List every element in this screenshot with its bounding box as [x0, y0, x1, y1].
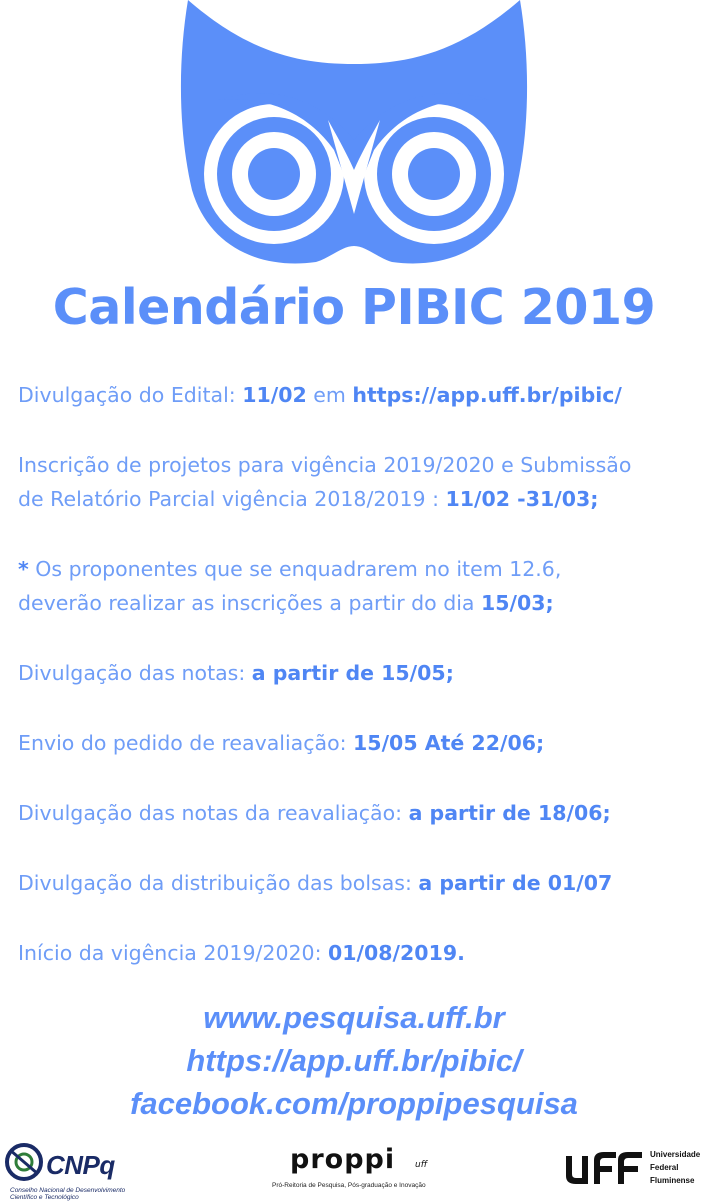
cnpq-emblem-icon	[4, 1142, 46, 1182]
item-connector: em	[306, 383, 353, 407]
list-item	[18, 656, 708, 690]
uff-name: Universidade Federal Fluminense	[650, 1150, 701, 1185]
list-item-continued	[18, 482, 708, 516]
cnpq-description: Conselho Nacional de Desenvolvimento Científico e Tecnológico	[10, 1187, 126, 1201]
item-label: Início da vigência 2019/2020:	[18, 941, 329, 965]
item-label: Divulgação das notas:	[18, 661, 252, 685]
item-date: 01/08/2019.	[328, 941, 465, 965]
list-item	[18, 552, 708, 586]
sponsor-logos	[0, 1130, 708, 1200]
uff-mark-icon	[562, 1146, 646, 1186]
proppi-logo	[268, 1144, 468, 1200]
uff-logo	[562, 1144, 708, 1200]
list-item	[18, 378, 708, 412]
pibic-app-link[interactable]: https://app.uff.br/pibic/	[186, 1043, 522, 1078]
proppi-uff: uff	[415, 1160, 428, 1170]
facebook-link[interactable]: facebook.com/proppipesquisa	[130, 1086, 578, 1121]
list-item	[18, 936, 708, 970]
item-label: Divulgação do Edital:	[18, 383, 243, 407]
cnpq-logo	[4, 1140, 174, 1200]
item-label: Inscrição de projetos para vigência 2019/2020 e Submissão	[18, 453, 632, 477]
item-date: a partir de 18/06;	[408, 801, 611, 825]
item-label: Divulgação da distribuição das bolsas:	[18, 871, 419, 895]
calendar-list	[18, 378, 708, 970]
item-date: 15/05 Até 22/06;	[353, 731, 545, 755]
list-item	[18, 796, 708, 830]
item-label: Divulgação das notas da reavaliação:	[18, 801, 409, 825]
item-label: Envio do pedido de reavaliação:	[18, 731, 354, 755]
page-title: Calendário PIBIC 2019	[52, 279, 656, 336]
pibic-link[interactable]: https://app.uff.br/pibic/	[352, 383, 622, 407]
asterisk-mark: *	[18, 557, 29, 581]
item-date: 11/02 -31/03;	[445, 487, 599, 511]
item-date: a partir de 01/07	[418, 871, 613, 895]
item-label: deverão realizar as inscrições a partir do dia	[18, 591, 481, 615]
item-label: de Relatório Parcial vigência 2018/2019 :	[18, 487, 446, 511]
list-item	[18, 448, 708, 482]
footer-links	[0, 996, 708, 1125]
list-item	[18, 866, 708, 900]
pesquisa-site-link[interactable]: www.pesquisa.uff.br	[203, 1000, 505, 1035]
item-date: 15/03;	[481, 591, 554, 615]
owl-logo-icon	[178, 0, 530, 272]
list-item	[18, 726, 708, 760]
cnpq-name: CNPq	[46, 1150, 115, 1180]
item-date: a partir de 15/05;	[251, 661, 454, 685]
item-label: Os proponentes que se enquadrarem no item 12.6,	[28, 557, 562, 581]
proppi-description: Pró-Reitoria de Pesquisa, Pós-graduação e Inovação	[272, 1182, 426, 1189]
item-date: 11/02	[242, 383, 307, 407]
list-item-continued	[18, 586, 708, 620]
proppi-name: proppi	[290, 1144, 396, 1175]
